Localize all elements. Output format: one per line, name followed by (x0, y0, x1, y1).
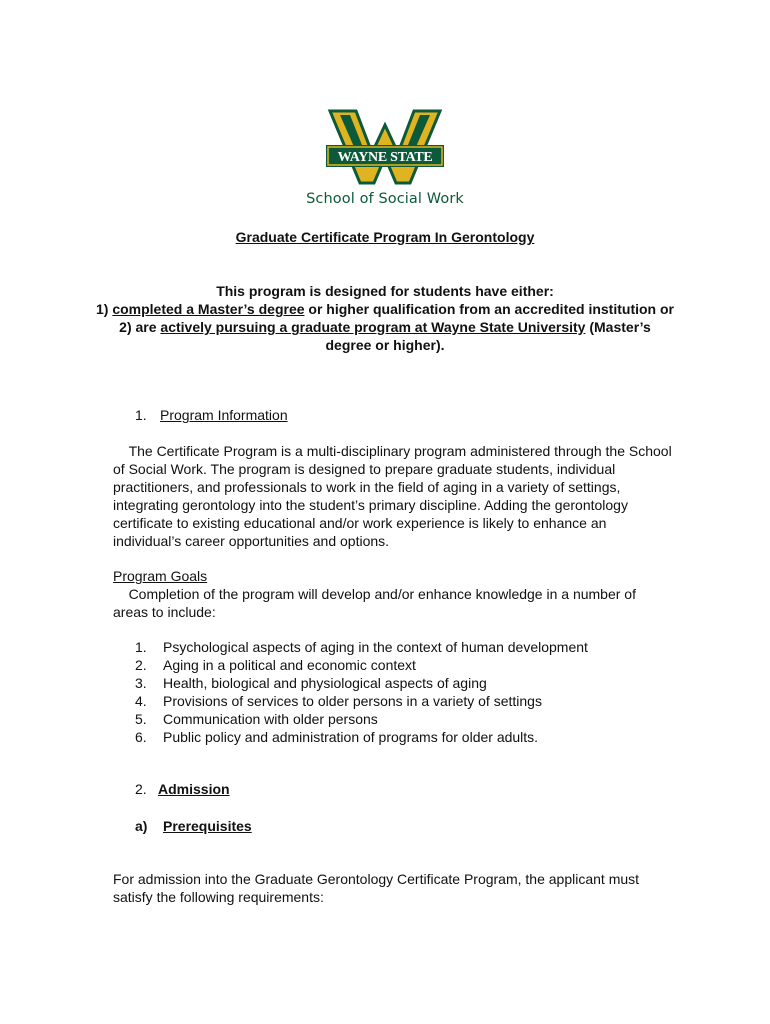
list-item-number: 5. (135, 711, 147, 727)
logo-text: WAYNE STATE (337, 150, 433, 165)
admission-paragraph: For admission into the Graduate Gerontology Certificate Program, the applicant must satisfy the following requirements: (113, 871, 640, 905)
intro-part2-suffix: (Master’s degree or higher). (325, 319, 651, 353)
section2-heading (135, 780, 230, 798)
goals-list (135, 638, 588, 746)
list-item (135, 674, 588, 692)
section2-label: Admission (158, 781, 230, 797)
goals-paragraph-text: Completion of the program will develop and/or enhance knowledge in a number of areas to include: (113, 586, 636, 620)
list-item-text: Health, biological and physiological aspects of aging (163, 675, 487, 691)
intro-line1: This program is designed for students have either: (216, 283, 554, 299)
document-title: Graduate Certificate Program In Gerontology (235, 229, 535, 245)
list-item-text: Provisions of services to older persons in a variety of settings (163, 693, 542, 709)
section1-paragraph (113, 442, 673, 550)
subsection-a-heading (135, 817, 252, 835)
goals-title: Program Goals (113, 568, 208, 584)
list-item-number: 2. (135, 657, 147, 673)
school-name: School of Social Work (306, 191, 464, 207)
subsection-a-label: Prerequisites (163, 818, 252, 834)
list-item (135, 656, 588, 674)
list-item-text: Communication with older persons (163, 711, 378, 727)
section1-number: 1. (135, 407, 147, 423)
goals-paragraph (113, 585, 673, 621)
section2-number: 2. (135, 781, 147, 797)
section1-heading (135, 406, 288, 424)
list-item-number: 1. (135, 639, 147, 655)
list-item (135, 692, 588, 710)
intro-part1-prefix: 1) (95, 301, 113, 317)
subsection-a-number: a) (135, 818, 148, 834)
list-item-number: 6. (135, 729, 147, 745)
section1-label: Program Information (160, 407, 288, 423)
list-item-number: 4. (135, 693, 147, 709)
list-item (135, 638, 588, 656)
list-item-text: Psychological aspects of aging in the context of human development (163, 639, 588, 655)
list-item-text: Public policy and administration of programs for older adults. (163, 729, 539, 745)
wayne-state-logo (326, 105, 444, 185)
intro-part1-underlined: completed a Master’s degree (112, 301, 305, 317)
list-item (135, 728, 588, 746)
intro-part1-suffix: or higher qualification from an accredited institution or 2) are (119, 301, 674, 335)
list-item (135, 710, 588, 728)
list-item-text: Aging in a political and economic context (163, 657, 416, 673)
list-item-number: 3. (135, 675, 147, 691)
intro-paragraph (95, 282, 675, 354)
intro-part2-underlined: actively pursuing a graduate program at Wayne State University (160, 319, 586, 335)
section1-paragraph-text: The Certificate Program is a multi-disciplinary program administered through the School of Social Work. The program is designed to prepare graduate students, individual practitioners, and professionals to work in the field of aging in a variety of settings, integrating gerontology into the student’s primary discipline. Adding the gerontology certificate to existing educational and/or work experience is likely to enhance an individual’s career opportunities and options. (113, 443, 672, 549)
